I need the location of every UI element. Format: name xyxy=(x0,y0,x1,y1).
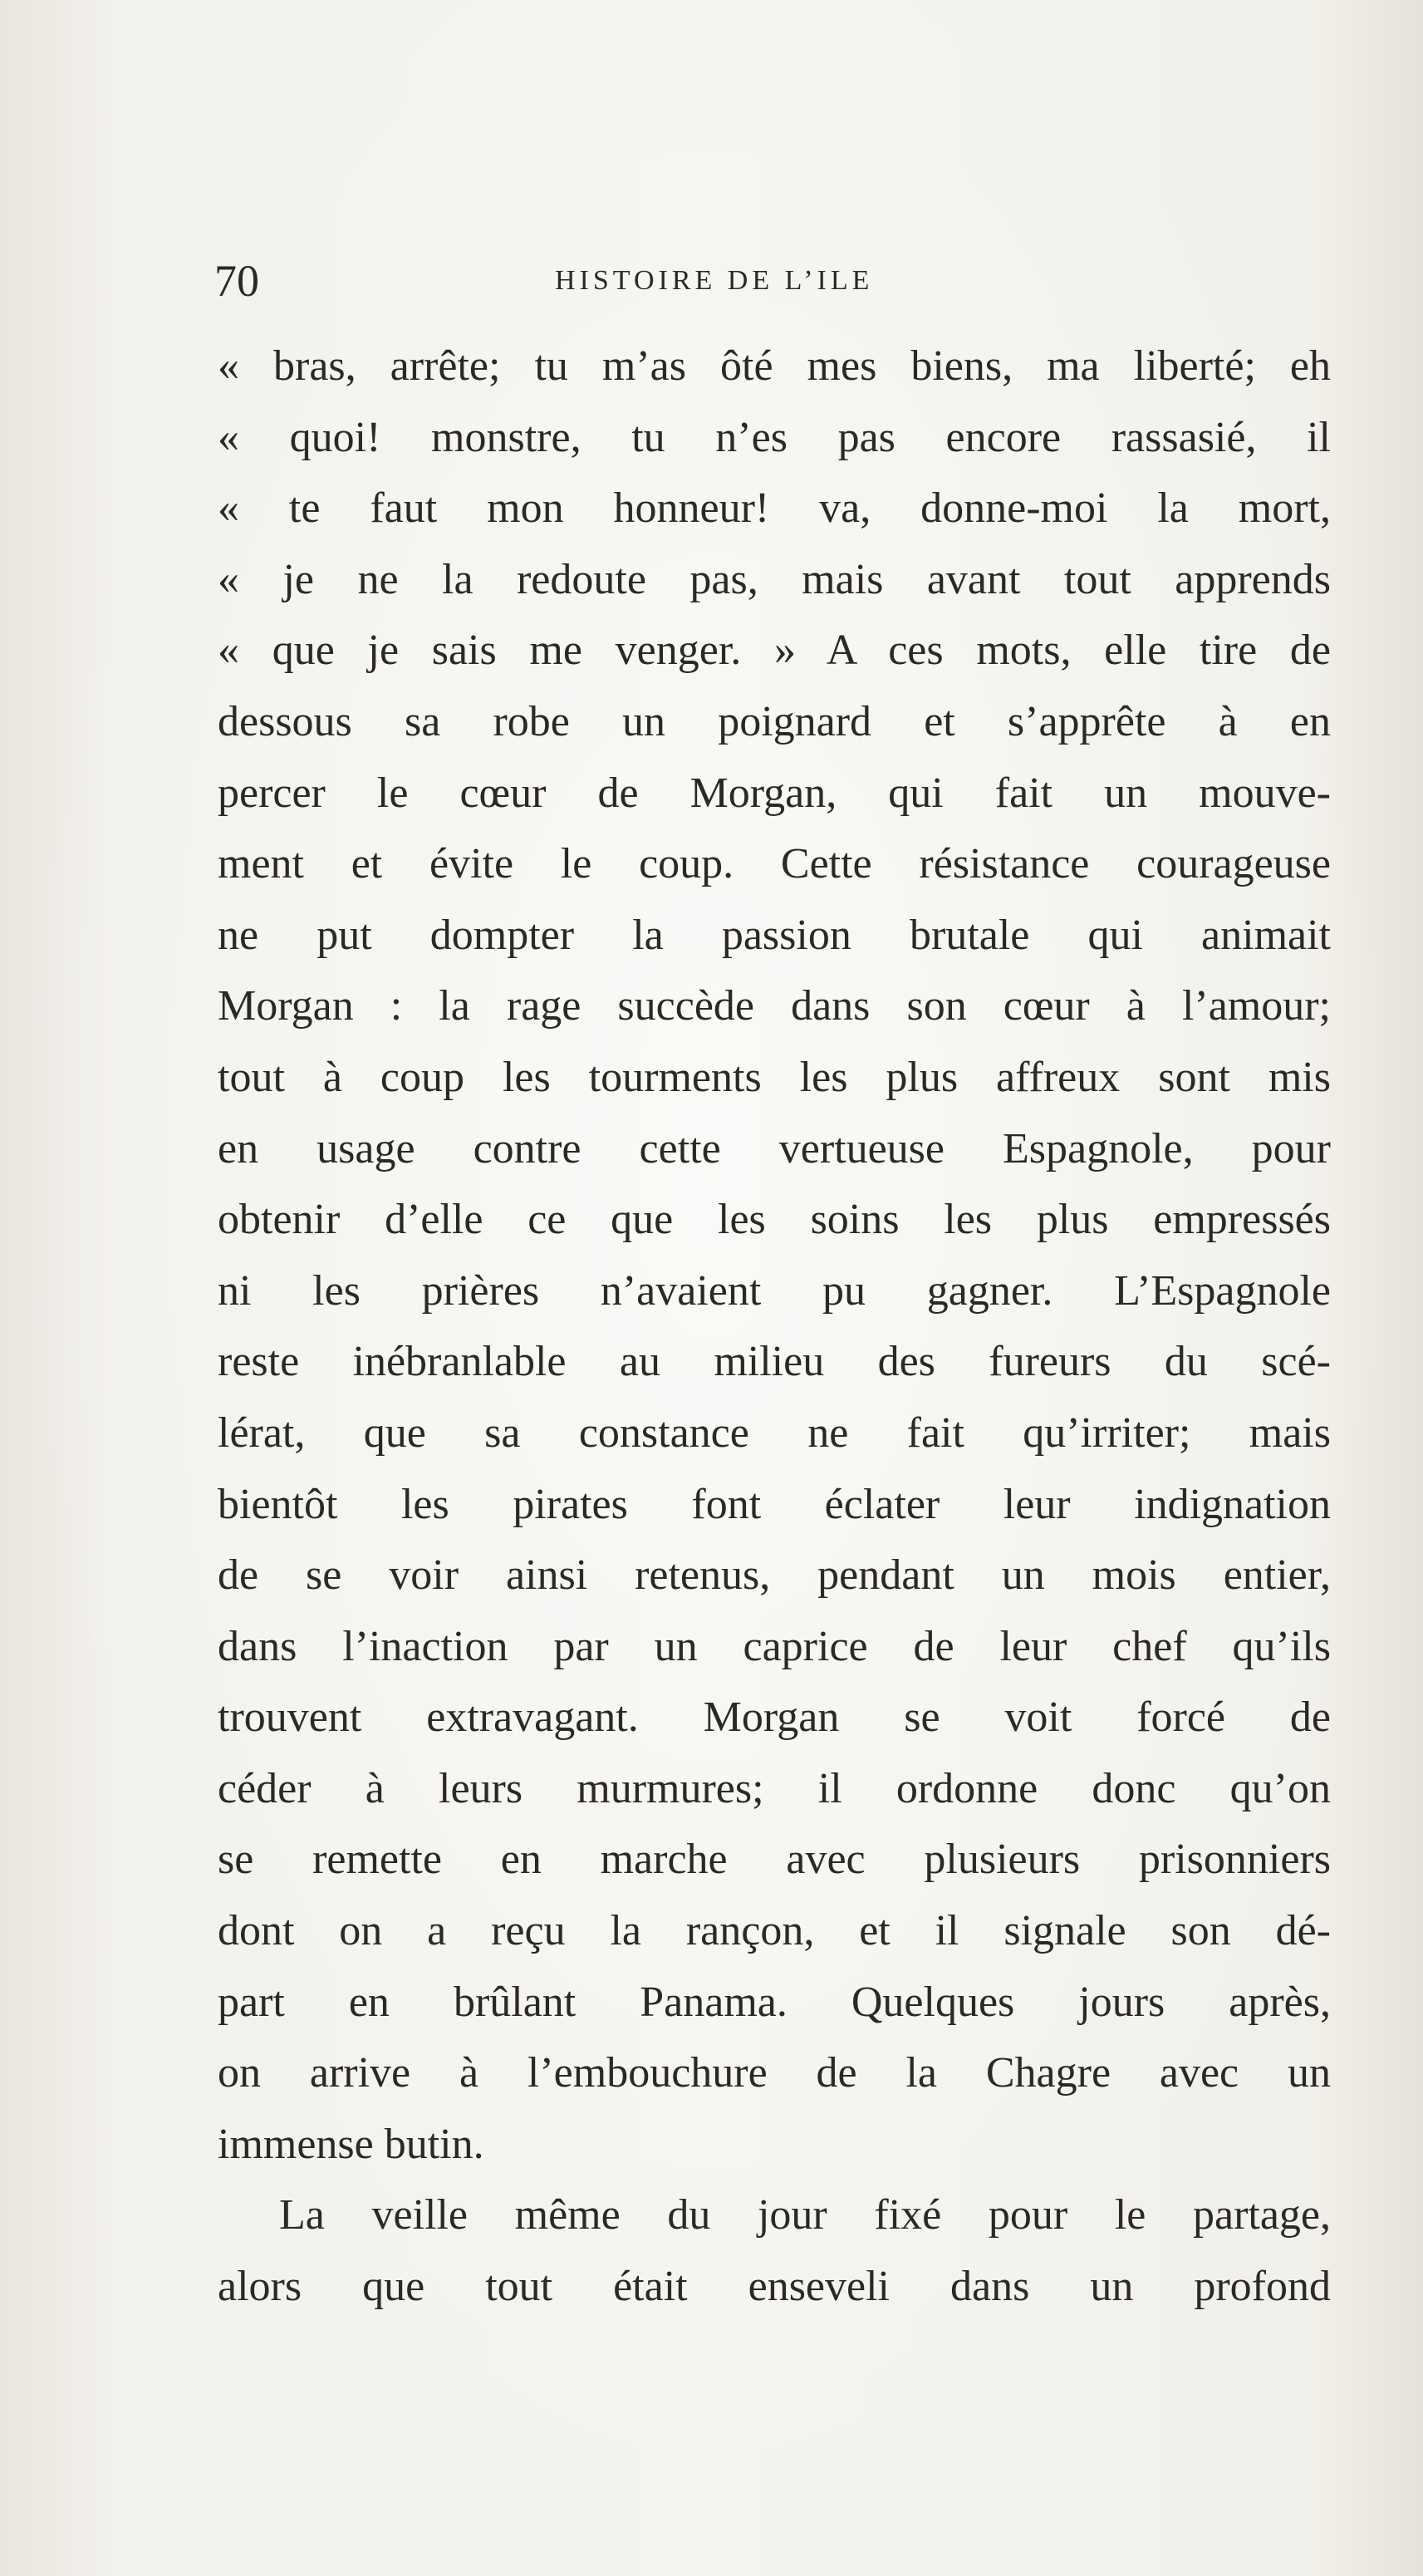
text-line: de se voir ainsi retenus, pendant un mois entier, xyxy=(218,1551,1331,1600)
text-line: en usage contre cette vertueuse Espagnole, pour xyxy=(218,1124,1331,1172)
text-line: obtenir d’elle ce que les soins les plus empressés xyxy=(218,1196,1331,1244)
text-line: ni les prières n’avaient pu gagner. L’Espagnole xyxy=(218,1266,1331,1315)
paragraph-first-line: La veille même du jour fixé pour le partage, xyxy=(279,2191,1331,2239)
text-line: trouvent extravagant. Morgan se voit forcé de xyxy=(218,1694,1331,1742)
body-text xyxy=(218,331,1331,2323)
text-line: bientôt les pirates font éclater leur indignation xyxy=(218,1480,1331,1528)
text-line: « que je sais me venger. » A ces mots, elle tire de xyxy=(218,627,1331,675)
text-line: « te faut mon honneur! va, donne-moi la mort, xyxy=(218,484,1331,533)
text-line: « bras, arrête; tu m’as ôté mes biens, ma liberté; eh xyxy=(218,342,1331,390)
text-line: se remette en marche avec plusieurs prisonniers xyxy=(218,1836,1331,1884)
text-line: tout à coup les tourments les plus affreux sont mis xyxy=(218,1053,1331,1101)
text-line: dont on a reçu la rançon, et il signale son dé- xyxy=(218,1907,1331,1955)
text-line: ment et évite le coup. Cette résistance courageuse xyxy=(218,840,1331,888)
text-line: percer le cœur de Morgan, qui fait un mouve- xyxy=(218,769,1331,817)
text-line: « je ne la redoute pas, mais avant tout apprends xyxy=(218,555,1331,603)
text-line: céder à leurs murmures; il ordonne donc qu’on xyxy=(218,1764,1331,1812)
text-line: on arrive à l’embouchure de la Chagre avec un xyxy=(218,2049,1331,2097)
text-line: Morgan : la rage succède dans son cœur à l’amour; xyxy=(218,982,1331,1030)
page-header xyxy=(214,248,1327,314)
text-line: lérat, que sa constance ne fait qu’irriter; mais xyxy=(218,1408,1331,1457)
text-line: ne put dompter la passion brutale qui animait xyxy=(218,911,1331,959)
page-number: 70 xyxy=(214,256,259,306)
text-line: alors que tout était enseveli dans un profond xyxy=(218,2263,1331,2311)
text-line: reste inébranlable au milieu des fureurs du scé- xyxy=(218,1338,1331,1386)
paragraph-end-line: immense butin. xyxy=(218,2120,484,2168)
text-line: dessous sa robe un poignard et s’apprête à en xyxy=(218,697,1331,745)
running-title: HISTOIRE DE L’ILE xyxy=(555,265,874,296)
text-line: « quoi! monstre, tu n’es pas encore rassasié, il xyxy=(218,413,1331,461)
text-line: dans l’inaction par un caprice de leur chef qu’ils xyxy=(218,1622,1331,1670)
text-line: part en brûlant Panama. Quelques jours après, xyxy=(218,1978,1331,2026)
